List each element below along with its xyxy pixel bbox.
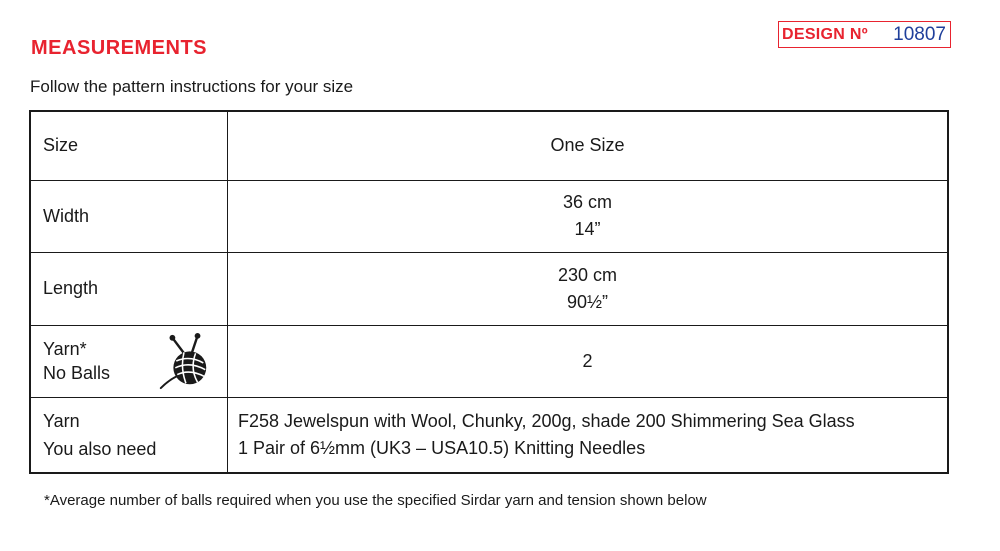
measurements-table bbox=[29, 110, 949, 474]
balls-label-line2: No Balls bbox=[43, 363, 111, 383]
design-number-box bbox=[778, 21, 951, 48]
yarn-label-line1: Yarn bbox=[43, 410, 80, 431]
yarn-value-line2: 1 Pair of 6½mm (UK3 – USA10.5) Knitting Needles bbox=[238, 437, 646, 458]
table-row-size bbox=[30, 111, 948, 180]
width-value-in: 14” bbox=[574, 219, 601, 239]
length-value-cm: 230 cm bbox=[557, 264, 618, 285]
yarn-value-cell bbox=[228, 397, 949, 473]
balls-label-line1: Yarn* bbox=[43, 339, 87, 359]
table-row-yarn bbox=[30, 397, 948, 473]
yarn-label-line2: You also need bbox=[43, 438, 157, 459]
design-number: 10807 bbox=[893, 23, 946, 45]
table-row-width bbox=[30, 180, 948, 252]
balls-value: 2 bbox=[228, 325, 949, 397]
size-label: Size bbox=[30, 111, 228, 180]
yarn-ball-icon bbox=[155, 332, 213, 390]
intro-text: Follow the pattern instructions for your size bbox=[30, 77, 354, 96]
width-label: Width bbox=[30, 180, 228, 252]
table-row-balls bbox=[30, 325, 948, 397]
width-value bbox=[228, 180, 949, 252]
yarn-value-line1: F258 Jewelspun with Wool, Chunky, 200g, shade 200 Shimmering Sea Glass bbox=[238, 410, 855, 431]
length-label: Length bbox=[30, 252, 228, 325]
width-value-cm: 36 cm bbox=[562, 192, 613, 212]
page-title: MEASUREMENTS bbox=[31, 37, 208, 59]
length-value-in: 90½” bbox=[566, 291, 609, 312]
length-value bbox=[228, 252, 949, 325]
table-row-length bbox=[30, 252, 948, 325]
footnote: *Average number of balls required when you use the specified Sirdar yarn and tension shown below bbox=[44, 492, 707, 509]
balls-label-cell bbox=[30, 325, 228, 397]
size-value: One Size bbox=[228, 111, 949, 180]
design-label: DESIGN Nº bbox=[782, 25, 868, 43]
yarn-label-cell bbox=[30, 397, 228, 473]
